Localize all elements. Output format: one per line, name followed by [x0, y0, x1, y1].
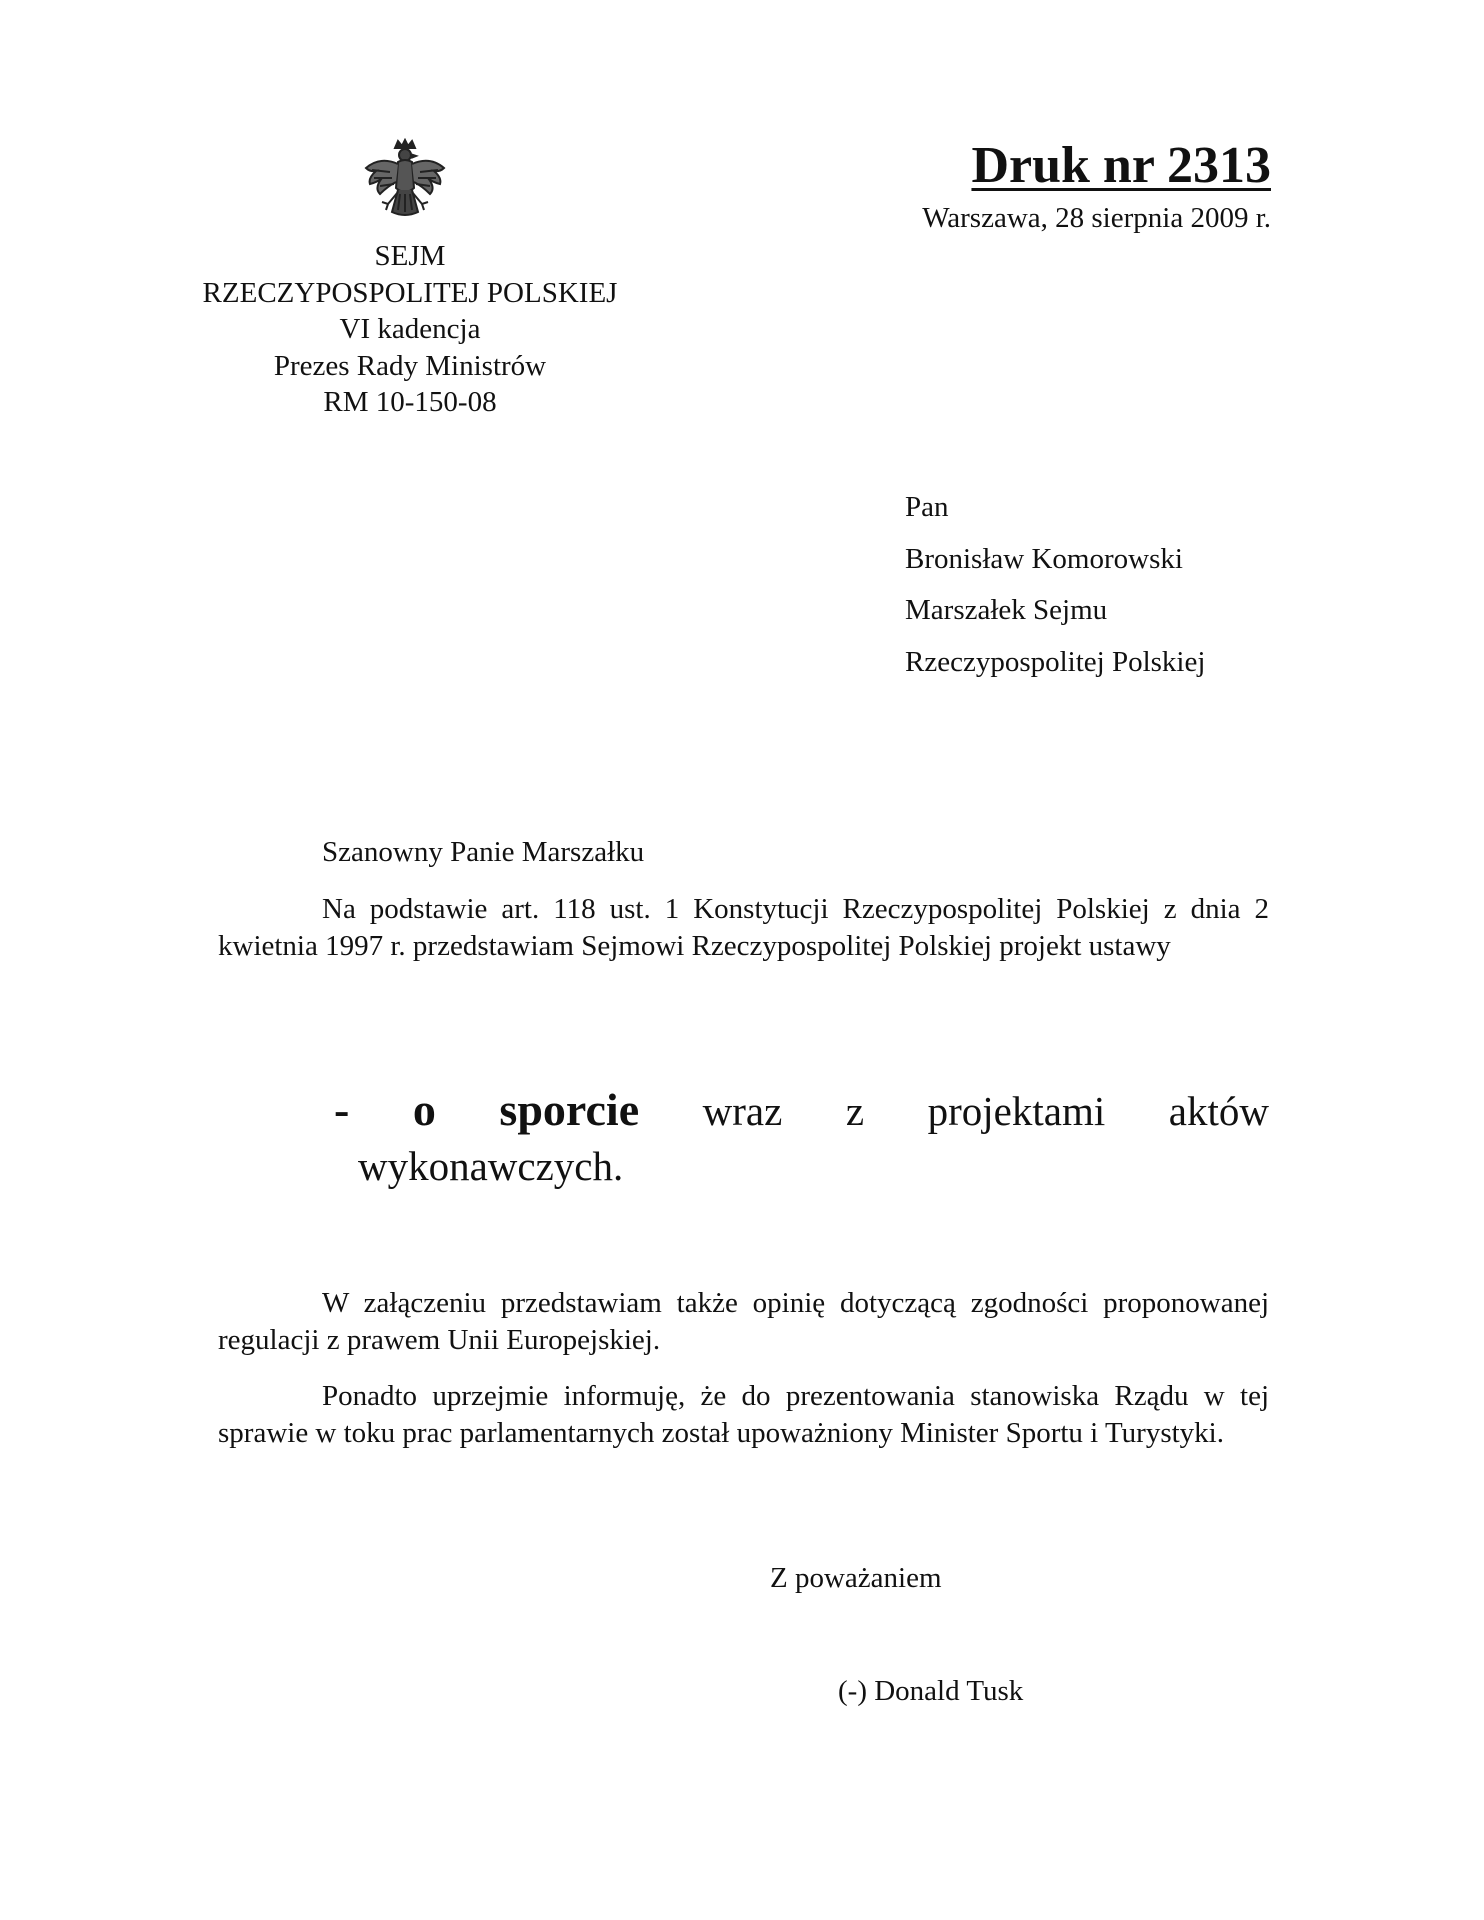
polish-eagle-icon [360, 138, 450, 230]
subject-word: aktów [1168, 1088, 1269, 1134]
institution-line: Prezes Rady Ministrów [273, 349, 547, 382]
signature: (-) Donald Tusk [838, 1675, 1024, 1707]
reference-number: RM 10-150-08 [323, 386, 497, 418]
addressee-line: Pan [905, 491, 949, 523]
institution-line: SEJM [374, 240, 446, 272]
paragraph-legal-basis: Na podstawie art. 118 ust. 1 Konstytucji Rzeczypospolitej Polskiej z dnia 2 kwietnia 1997 r. przedstawiam Sejmowi Rzeczypospolitej Polskiej projekt ustawy [218, 893, 1269, 962]
closing: Z poważaniem [770, 1562, 942, 1594]
greeting: Szanowny Panie Marszałku [322, 836, 645, 868]
addressee-line: Rzeczypospolitej Polskiej [905, 645, 1206, 678]
subject-word: projektami [927, 1088, 1106, 1134]
addressee-line: Bronisław Komorowski [905, 542, 1183, 575]
subject-line-2: wykonawczych. [358, 1143, 624, 1189]
subject-title: sporcie [499, 1084, 640, 1135]
subject-dash: - [334, 1084, 350, 1135]
subject-word: z [845, 1088, 865, 1134]
subject-word: wraz [702, 1088, 783, 1134]
bill-subject [334, 1082, 1269, 1194]
addressee-block [905, 482, 1205, 688]
paragraph-eu-opinion: W załączeniu przedstawiam także opinię dotyczącą zgodności proponowanej regulacji z prawem Unii Europejskiej. [218, 1287, 1269, 1356]
institution-header [150, 238, 670, 421]
institution-line: VI kadencja [339, 313, 481, 345]
subject-o: o [412, 1084, 436, 1135]
print-number: Druk nr 2313 [971, 137, 1271, 194]
paragraph-representative: Ponadto uprzejmie informuję, że do prezentowania stanowiska Rządu w tej sprawie w toku prac parlamentarnych został upoważniony Minister Sportu i Turystyki. [218, 1380, 1269, 1449]
institution-line: RZECZYPOSPOLITEJ POLSKIEJ [202, 276, 618, 309]
addressee-line: Marszałek Sejmu [905, 594, 1108, 626]
date-line: Warszawa, 28 sierpnia 2009 r. [922, 202, 1271, 234]
